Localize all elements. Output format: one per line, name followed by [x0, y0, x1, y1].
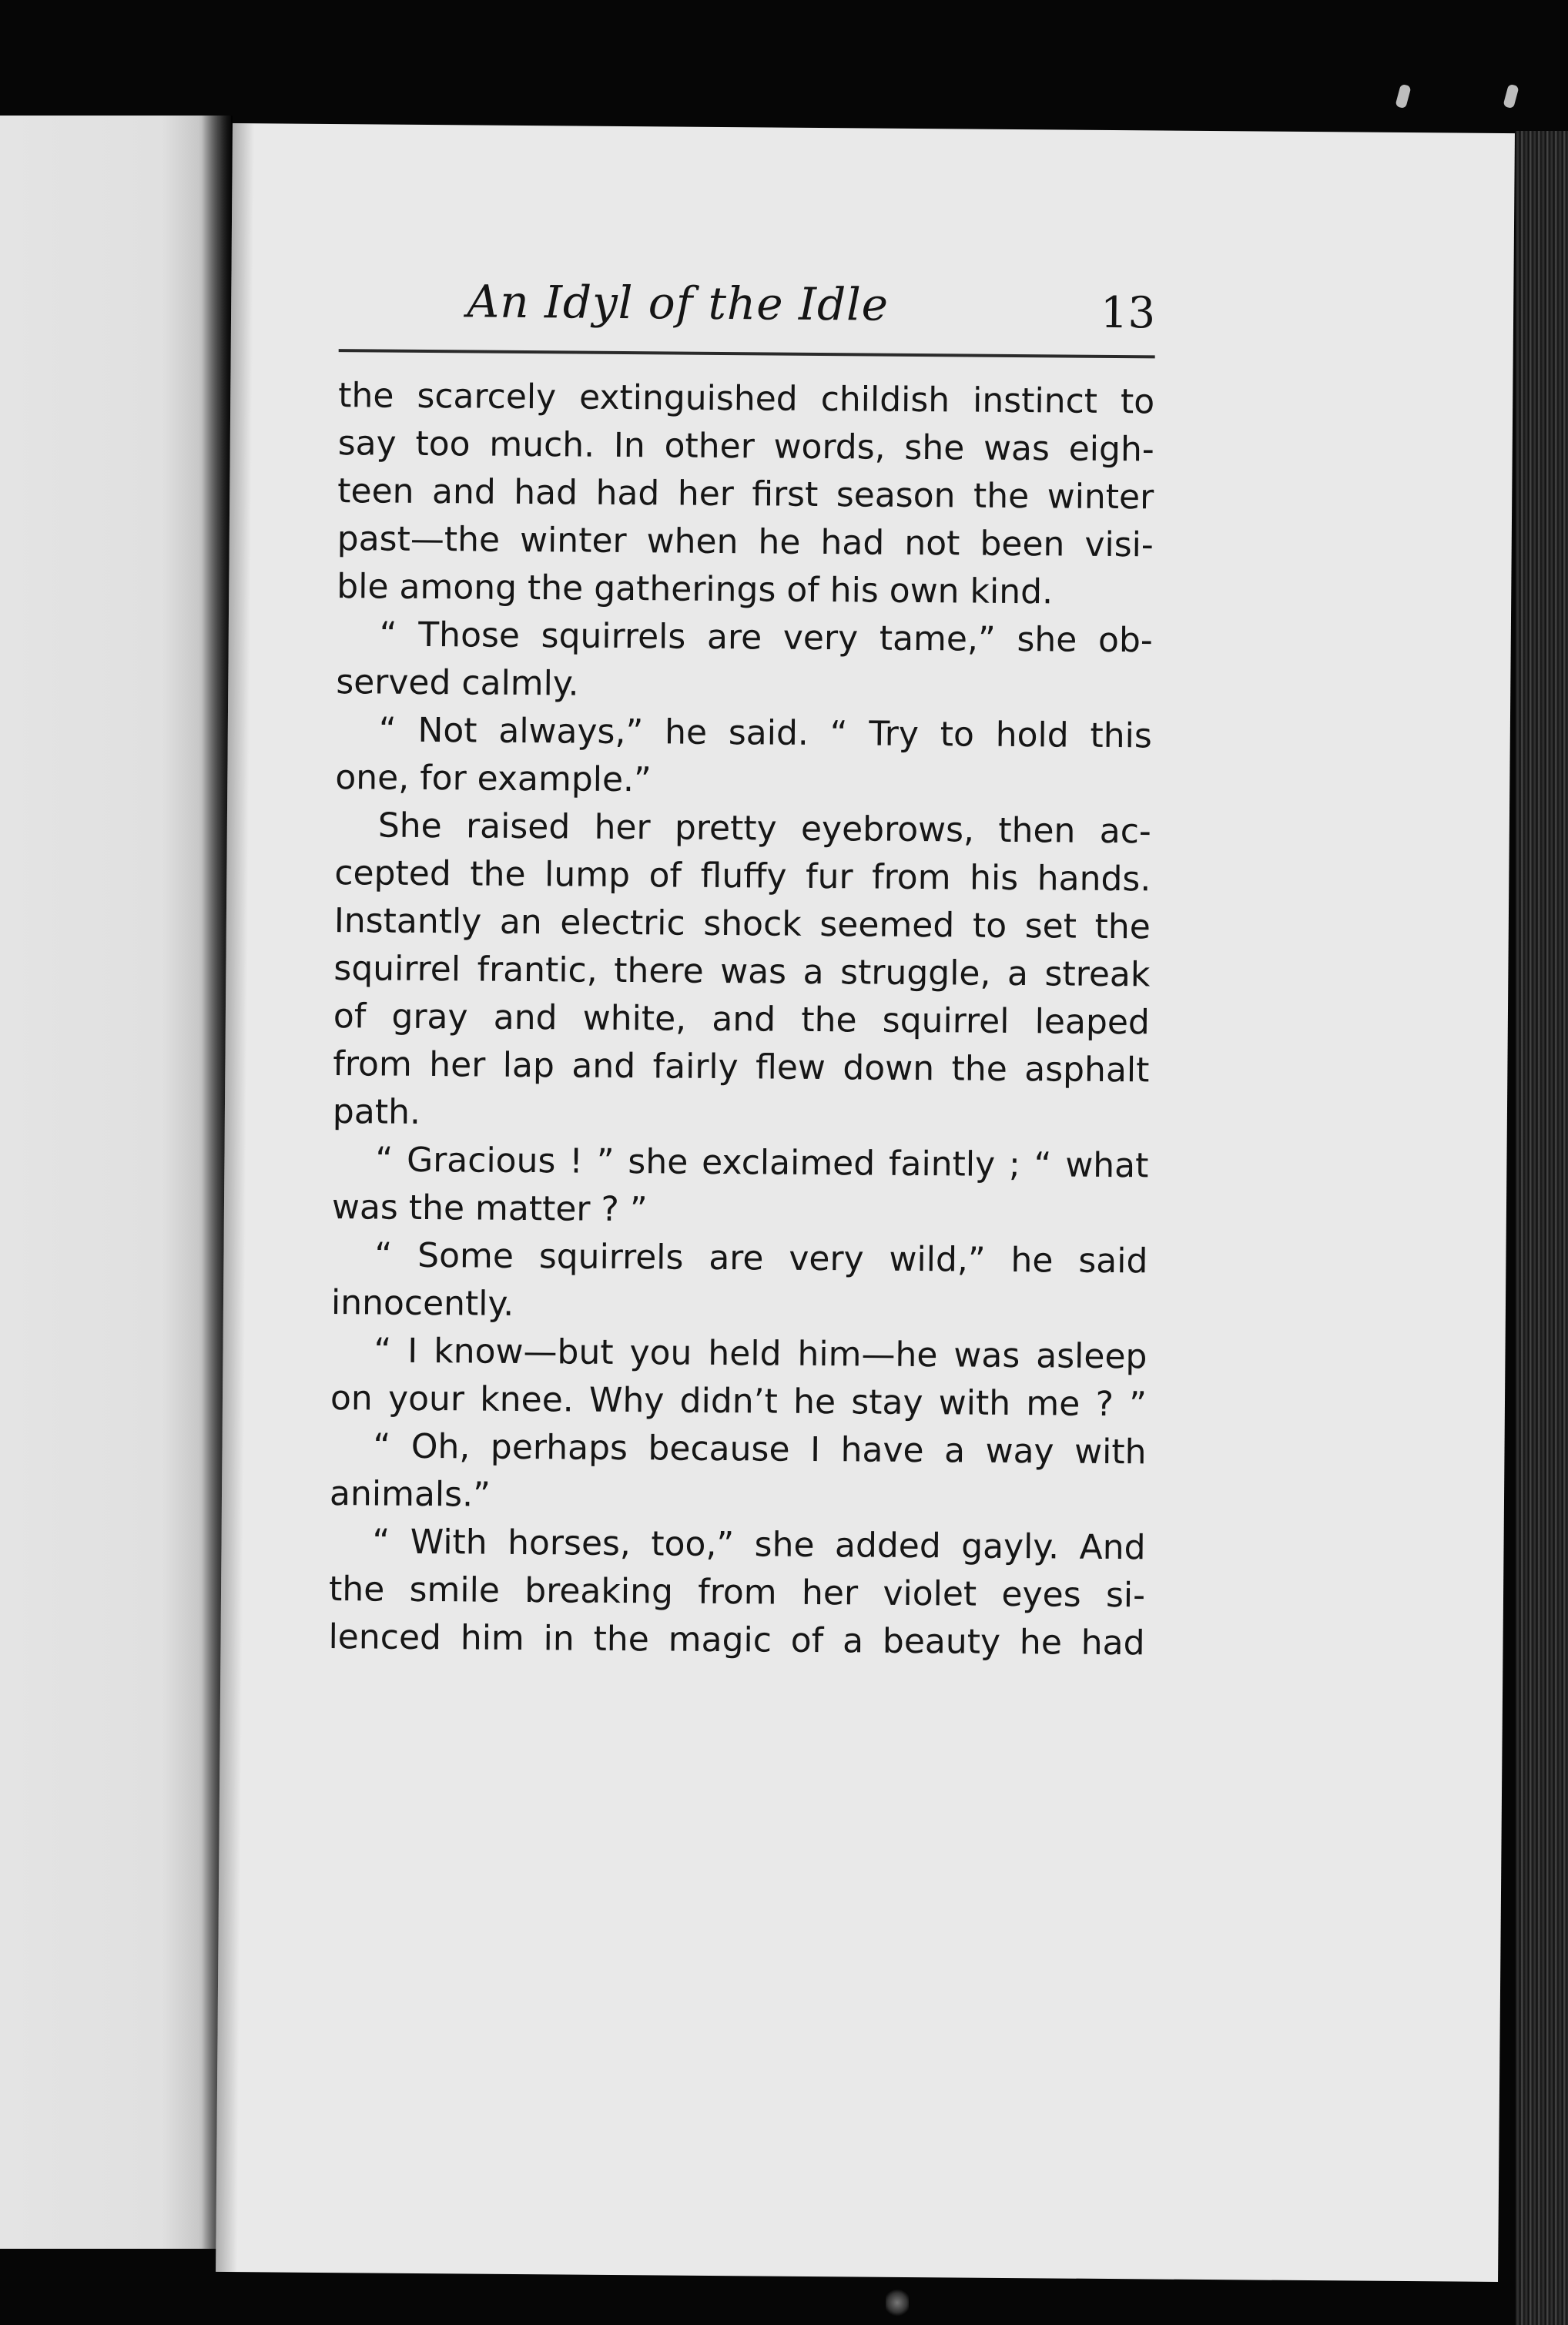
text-line: She raised her pretty eyebrows, then ac- — [377, 806, 1152, 852]
page-stack-edge — [1516, 131, 1568, 2325]
text-line: path. — [332, 1092, 421, 1132]
text-line: was the matter ? ” — [331, 1188, 648, 1230]
page-body-text — [328, 372, 1154, 1667]
text-line: teen and had had her first season the winter — [337, 471, 1154, 518]
text-line: served calmly. — [336, 662, 579, 704]
text-line: “ Gracious ! ” she exclaimed faintly ; “ what — [375, 1140, 1149, 1186]
text-line: Instantly an electric shock seemed to set the — [333, 901, 1151, 947]
text-line: the smile breaking from her violet eyes si- — [328, 1570, 1146, 1616]
text-line: ble among the gatherings of his own kind. — [337, 567, 1054, 612]
text-line: squirrel frantic, there was a struggle, a streak — [333, 949, 1151, 995]
page-number: 13 — [1100, 287, 1156, 339]
header-rule — [339, 349, 1155, 358]
text-line: “ I know—but you held him—he was asleep — [374, 1331, 1148, 1377]
text-line: from her lap and fairly flew down the asphalt — [333, 1044, 1150, 1090]
text-line: the scarcely extinguished childish instinct to — [338, 376, 1155, 422]
book-page — [216, 123, 1515, 2282]
text-line: past—the winter when he had not been visi- — [337, 519, 1154, 565]
scan-speck — [886, 2287, 909, 2318]
text-line: “ Not always,” he said. “ Try to hold this — [378, 710, 1152, 756]
running-head — [339, 274, 1156, 350]
text-line: say too much. In other words, she was eigh- — [337, 424, 1154, 470]
text-line: of gray and white, and the squirrel leaped — [333, 997, 1151, 1043]
text-line: on your knee. Why didn’t he stay with me ? ” — [330, 1379, 1148, 1425]
text-line: one, for example.” — [335, 758, 652, 800]
text-line: innocently. — [330, 1283, 514, 1324]
text-line: animals.” — [329, 1474, 491, 1515]
running-head-title: An Idyl of the Idle — [467, 275, 890, 331]
text-line: lenced him in the magic of a beauty he had — [328, 1617, 1145, 1663]
text-line: cepted the lump of fluffy fur from his hands. — [334, 853, 1151, 900]
previous-page-edge — [0, 116, 231, 2249]
scan-speck — [1503, 84, 1519, 109]
text-line: “ With horses, too,” she added gayly. And — [372, 1522, 1146, 1568]
text-line: “ Those squirrels are very tame,” she ob- — [379, 615, 1153, 661]
text-line: “ Oh, perhaps because I have a way with — [373, 1426, 1147, 1472]
scan-speck — [1395, 84, 1411, 109]
text-line: “ Some squirrels are very wild,” he said — [374, 1235, 1148, 1281]
